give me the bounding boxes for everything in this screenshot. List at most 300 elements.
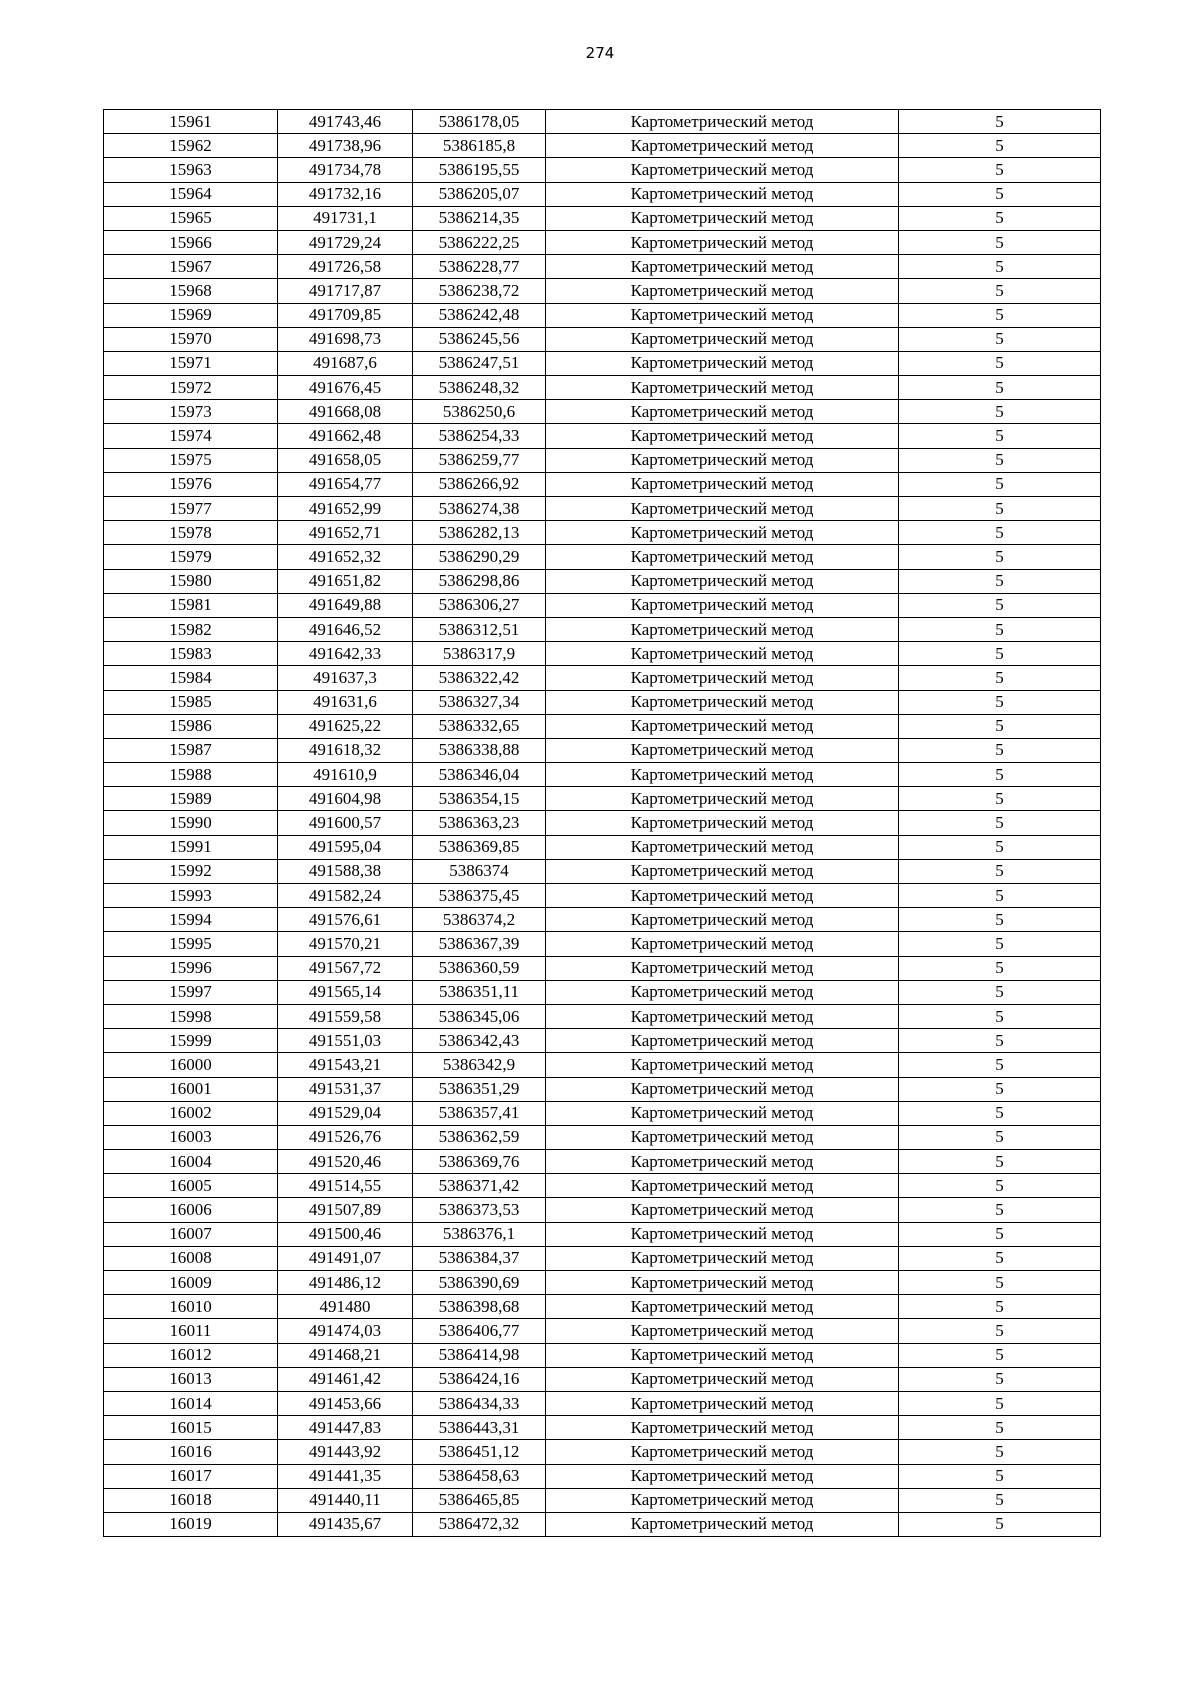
point-number-cell: 15996 [104,956,278,980]
y-coordinate-cell: 5386290,29 [413,545,546,569]
point-number-cell: 16008 [104,1246,278,1270]
table-row [104,472,1101,496]
table-row [104,956,1101,980]
accuracy-cell: 5 [899,569,1101,593]
method-cell: Картометрический метод [546,521,899,545]
method-cell: Картометрический метод [546,1391,899,1415]
point-number-cell: 15986 [104,714,278,738]
y-coordinate-cell: 5386245,56 [413,327,546,351]
x-coordinate-cell: 491631,6 [278,690,413,714]
point-number-cell: 16018 [104,1488,278,1512]
accuracy-cell: 5 [899,279,1101,303]
table-row [104,763,1101,787]
method-cell: Картометрический метод [546,134,899,158]
x-coordinate-cell: 491507,89 [278,1198,413,1222]
point-number-cell: 15995 [104,932,278,956]
method-cell: Картометрический метод [546,497,899,521]
accuracy-cell: 5 [899,956,1101,980]
x-coordinate-cell: 491610,9 [278,763,413,787]
table-row [104,787,1101,811]
y-coordinate-cell: 5386222,25 [413,230,546,254]
method-cell: Картометрический метод [546,835,899,859]
table-row [104,110,1101,134]
y-coordinate-cell: 5386374 [413,859,546,883]
point-number-cell: 15976 [104,472,278,496]
x-coordinate-cell: 491551,03 [278,1029,413,1053]
table-row [104,303,1101,327]
x-coordinate-cell: 491526,76 [278,1125,413,1149]
y-coordinate-cell: 5386360,59 [413,956,546,980]
accuracy-cell: 5 [899,400,1101,424]
method-cell: Картометрический метод [546,884,899,908]
accuracy-cell: 5 [899,835,1101,859]
method-cell: Картометрический метод [546,738,899,762]
point-number-cell: 15973 [104,400,278,424]
point-number-cell: 15990 [104,811,278,835]
x-coordinate-cell: 491698,73 [278,327,413,351]
method-cell: Картометрический метод [546,617,899,641]
method-cell: Картометрический метод [546,206,899,230]
x-coordinate-cell: 491582,24 [278,884,413,908]
point-number-cell: 15994 [104,908,278,932]
accuracy-cell: 5 [899,1367,1101,1391]
point-number-cell: 15969 [104,303,278,327]
method-cell: Картометрический метод [546,642,899,666]
accuracy-cell: 5 [899,303,1101,327]
point-number-cell: 16011 [104,1319,278,1343]
x-coordinate-cell: 491491,07 [278,1246,413,1270]
point-number-cell: 16004 [104,1150,278,1174]
point-number-cell: 16015 [104,1416,278,1440]
table-row [104,1101,1101,1125]
y-coordinate-cell: 5386317,9 [413,642,546,666]
method-cell: Картометрический метод [546,424,899,448]
x-coordinate-cell: 491729,24 [278,230,413,254]
y-coordinate-cell: 5386346,04 [413,763,546,787]
y-coordinate-cell: 5386363,23 [413,811,546,835]
point-number-cell: 15997 [104,980,278,1004]
point-number-cell: 15999 [104,1029,278,1053]
table-row [104,1512,1101,1536]
point-number-cell: 16007 [104,1222,278,1246]
y-coordinate-cell: 5386375,45 [413,884,546,908]
method-cell: Картометрический метод [546,714,899,738]
y-coordinate-cell: 5386465,85 [413,1488,546,1512]
accuracy-cell: 5 [899,351,1101,375]
x-coordinate-cell: 491565,14 [278,980,413,1004]
method-cell: Картометрический метод [546,279,899,303]
table-row [104,714,1101,738]
method-cell: Картометрический метод [546,327,899,351]
accuracy-cell: 5 [899,424,1101,448]
table-row [104,279,1101,303]
method-cell: Картометрический метод [546,1198,899,1222]
method-cell: Картометрический метод [546,472,899,496]
y-coordinate-cell: 5386342,9 [413,1053,546,1077]
method-cell: Картометрический метод [546,569,899,593]
x-coordinate-cell: 491637,3 [278,666,413,690]
table-row [104,738,1101,762]
x-coordinate-cell: 491743,46 [278,110,413,134]
method-cell: Картометрический метод [546,1029,899,1053]
x-coordinate-cell: 491618,32 [278,738,413,762]
y-coordinate-cell: 5386371,42 [413,1174,546,1198]
method-cell: Картометрический метод [546,1053,899,1077]
x-coordinate-cell: 491668,08 [278,400,413,424]
table-row [104,690,1101,714]
x-coordinate-cell: 491654,77 [278,472,413,496]
table-row [104,884,1101,908]
accuracy-cell: 5 [899,1464,1101,1488]
table-body [104,110,1101,1537]
point-number-cell: 15962 [104,134,278,158]
table-row [104,835,1101,859]
y-coordinate-cell: 5386472,32 [413,1512,546,1536]
method-cell: Картометрический метод [546,1004,899,1028]
table-row [104,400,1101,424]
x-coordinate-cell: 491734,78 [278,158,413,182]
point-number-cell: 15987 [104,738,278,762]
method-cell: Картометрический метод [546,763,899,787]
coordinates-table [103,109,1101,1537]
method-cell: Картометрический метод [546,255,899,279]
x-coordinate-cell: 491441,35 [278,1464,413,1488]
point-number-cell: 16005 [104,1174,278,1198]
point-number-cell: 15970 [104,327,278,351]
accuracy-cell: 5 [899,1077,1101,1101]
x-coordinate-cell: 491738,96 [278,134,413,158]
x-coordinate-cell: 491588,38 [278,859,413,883]
method-cell: Картометрический метод [546,182,899,206]
accuracy-cell: 5 [899,666,1101,690]
table-row [104,327,1101,351]
accuracy-cell: 5 [899,980,1101,1004]
table-row [104,569,1101,593]
y-coordinate-cell: 5386247,51 [413,351,546,375]
point-number-cell: 16012 [104,1343,278,1367]
table-row [104,617,1101,641]
accuracy-cell: 5 [899,1488,1101,1512]
y-coordinate-cell: 5386298,86 [413,569,546,593]
x-coordinate-cell: 491651,82 [278,569,413,593]
accuracy-cell: 5 [899,497,1101,521]
x-coordinate-cell: 491447,83 [278,1416,413,1440]
method-cell: Картометрический метод [546,1464,899,1488]
y-coordinate-cell: 5386178,05 [413,110,546,134]
x-coordinate-cell: 491717,87 [278,279,413,303]
table-row [104,1150,1101,1174]
table-row [104,497,1101,521]
accuracy-cell: 5 [899,1295,1101,1319]
point-number-cell: 15974 [104,424,278,448]
x-coordinate-cell: 491595,04 [278,835,413,859]
method-cell: Картометрический метод [546,1416,899,1440]
accuracy-cell: 5 [899,738,1101,762]
y-coordinate-cell: 5386458,63 [413,1464,546,1488]
accuracy-cell: 5 [899,1029,1101,1053]
method-cell: Картометрический метод [546,448,899,472]
accuracy-cell: 5 [899,255,1101,279]
point-number-cell: 15963 [104,158,278,182]
point-number-cell: 15979 [104,545,278,569]
table-row [104,424,1101,448]
accuracy-cell: 5 [899,1125,1101,1149]
y-coordinate-cell: 5386406,77 [413,1319,546,1343]
table-row [104,1053,1101,1077]
table-row [104,811,1101,835]
y-coordinate-cell: 5386228,77 [413,255,546,279]
method-cell: Картометрический метод [546,1174,899,1198]
x-coordinate-cell: 491646,52 [278,617,413,641]
accuracy-cell: 5 [899,1416,1101,1440]
table-row [104,908,1101,932]
x-coordinate-cell: 491676,45 [278,376,413,400]
x-coordinate-cell: 491652,71 [278,521,413,545]
table-row [104,666,1101,690]
x-coordinate-cell: 491687,6 [278,351,413,375]
table-row [104,1391,1101,1415]
y-coordinate-cell: 5386424,16 [413,1367,546,1391]
point-number-cell: 16002 [104,1101,278,1125]
accuracy-cell: 5 [899,859,1101,883]
accuracy-cell: 5 [899,158,1101,182]
point-number-cell: 15992 [104,859,278,883]
y-coordinate-cell: 5386242,48 [413,303,546,327]
accuracy-cell: 5 [899,1101,1101,1125]
x-coordinate-cell: 491652,32 [278,545,413,569]
table-row [104,593,1101,617]
table-row [104,642,1101,666]
point-number-cell: 16014 [104,1391,278,1415]
table-row [104,932,1101,956]
point-number-cell: 16006 [104,1198,278,1222]
accuracy-cell: 5 [899,134,1101,158]
accuracy-cell: 5 [899,593,1101,617]
y-coordinate-cell: 5386342,43 [413,1029,546,1053]
method-cell: Картометрический метод [546,1101,899,1125]
y-coordinate-cell: 5386451,12 [413,1440,546,1464]
y-coordinate-cell: 5386390,69 [413,1271,546,1295]
point-number-cell: 16017 [104,1464,278,1488]
point-number-cell: 15988 [104,763,278,787]
x-coordinate-cell: 491642,33 [278,642,413,666]
method-cell: Картометрический метод [546,1246,899,1270]
point-number-cell: 15961 [104,110,278,134]
y-coordinate-cell: 5386266,92 [413,472,546,496]
x-coordinate-cell: 491576,61 [278,908,413,932]
point-number-cell: 16009 [104,1271,278,1295]
y-coordinate-cell: 5386238,72 [413,279,546,303]
x-coordinate-cell: 491435,67 [278,1512,413,1536]
table-row [104,206,1101,230]
method-cell: Картометрический метод [546,376,899,400]
table-row [104,521,1101,545]
table-row [104,1271,1101,1295]
accuracy-cell: 5 [899,1150,1101,1174]
method-cell: Картометрический метод [546,1512,899,1536]
point-number-cell: 16003 [104,1125,278,1149]
accuracy-cell: 5 [899,1343,1101,1367]
table-row [104,376,1101,400]
method-cell: Картометрический метод [546,1271,899,1295]
x-coordinate-cell: 491709,85 [278,303,413,327]
table-row [104,1464,1101,1488]
accuracy-cell: 5 [899,811,1101,835]
y-coordinate-cell: 5386254,33 [413,424,546,448]
y-coordinate-cell: 5386369,85 [413,835,546,859]
method-cell: Картометрический метод [546,980,899,1004]
x-coordinate-cell: 491726,58 [278,255,413,279]
point-number-cell: 15967 [104,255,278,279]
method-cell: Картометрический метод [546,666,899,690]
x-coordinate-cell: 491543,21 [278,1053,413,1077]
page-number: 274 [585,44,615,62]
table-row [104,134,1101,158]
x-coordinate-cell: 491529,04 [278,1101,413,1125]
accuracy-cell: 5 [899,908,1101,932]
x-coordinate-cell: 491604,98 [278,787,413,811]
y-coordinate-cell: 5386322,42 [413,666,546,690]
y-coordinate-cell: 5386338,88 [413,738,546,762]
accuracy-cell: 5 [899,617,1101,641]
accuracy-cell: 5 [899,1053,1101,1077]
accuracy-cell: 5 [899,1512,1101,1536]
accuracy-cell: 5 [899,327,1101,351]
accuracy-cell: 5 [899,642,1101,666]
table-row [104,1440,1101,1464]
point-number-cell: 15989 [104,787,278,811]
y-coordinate-cell: 5386351,11 [413,980,546,1004]
point-number-cell: 15975 [104,448,278,472]
method-cell: Картометрический метод [546,303,899,327]
x-coordinate-cell: 491658,05 [278,448,413,472]
method-cell: Картометрический метод [546,545,899,569]
point-number-cell: 15991 [104,835,278,859]
y-coordinate-cell: 5386398,68 [413,1295,546,1319]
x-coordinate-cell: 491453,66 [278,1391,413,1415]
method-cell: Картометрический метод [546,400,899,424]
y-coordinate-cell: 5386362,59 [413,1125,546,1149]
point-number-cell: 15998 [104,1004,278,1028]
point-number-cell: 15968 [104,279,278,303]
x-coordinate-cell: 491570,21 [278,932,413,956]
accuracy-cell: 5 [899,1391,1101,1415]
table-row [104,1488,1101,1512]
method-cell: Картометрический метод [546,932,899,956]
method-cell: Картометрический метод [546,351,899,375]
table-row [104,1077,1101,1101]
y-coordinate-cell: 5386274,38 [413,497,546,521]
table-row [104,859,1101,883]
y-coordinate-cell: 5386354,15 [413,787,546,811]
point-number-cell: 16010 [104,1295,278,1319]
method-cell: Картометрический метод [546,110,899,134]
x-coordinate-cell: 491440,11 [278,1488,413,1512]
y-coordinate-cell: 5386205,07 [413,182,546,206]
y-coordinate-cell: 5386312,51 [413,617,546,641]
point-number-cell: 16000 [104,1053,278,1077]
table-row [104,158,1101,182]
table-row [104,1198,1101,1222]
x-coordinate-cell: 491520,46 [278,1150,413,1174]
table-row [104,1367,1101,1391]
table-row [104,448,1101,472]
table-row [104,1174,1101,1198]
y-coordinate-cell: 5386306,27 [413,593,546,617]
table-row [104,1246,1101,1270]
accuracy-cell: 5 [899,448,1101,472]
y-coordinate-cell: 5386250,6 [413,400,546,424]
method-cell: Картометрический метод [546,1343,899,1367]
table-row [104,1319,1101,1343]
y-coordinate-cell: 5386214,35 [413,206,546,230]
y-coordinate-cell: 5386195,55 [413,158,546,182]
y-coordinate-cell: 5386185,8 [413,134,546,158]
accuracy-cell: 5 [899,545,1101,569]
accuracy-cell: 5 [899,376,1101,400]
method-cell: Картометрический метод [546,230,899,254]
point-number-cell: 15984 [104,666,278,690]
table-row [104,1029,1101,1053]
x-coordinate-cell: 491461,42 [278,1367,413,1391]
point-number-cell: 16013 [104,1367,278,1391]
x-coordinate-cell: 491600,57 [278,811,413,835]
y-coordinate-cell: 5386259,77 [413,448,546,472]
accuracy-cell: 5 [899,690,1101,714]
method-cell: Картометрический метод [546,859,899,883]
x-coordinate-cell: 491625,22 [278,714,413,738]
y-coordinate-cell: 5386332,65 [413,714,546,738]
accuracy-cell: 5 [899,182,1101,206]
table-row [104,1222,1101,1246]
accuracy-cell: 5 [899,1174,1101,1198]
x-coordinate-cell: 491732,16 [278,182,413,206]
y-coordinate-cell: 5386248,32 [413,376,546,400]
method-cell: Картометрический метод [546,1222,899,1246]
table-row [104,255,1101,279]
method-cell: Картометрический метод [546,811,899,835]
accuracy-cell: 5 [899,230,1101,254]
method-cell: Картометрический метод [546,1295,899,1319]
method-cell: Картометрический метод [546,1150,899,1174]
method-cell: Картометрический метод [546,1077,899,1101]
table-row [104,351,1101,375]
x-coordinate-cell: 491514,55 [278,1174,413,1198]
table-row [104,182,1101,206]
method-cell: Картометрический метод [546,593,899,617]
table-row [104,1343,1101,1367]
method-cell: Картометрический метод [546,1125,899,1149]
x-coordinate-cell: 491480 [278,1295,413,1319]
accuracy-cell: 5 [899,1271,1101,1295]
y-coordinate-cell: 5386282,13 [413,521,546,545]
y-coordinate-cell: 5386357,41 [413,1101,546,1125]
accuracy-cell: 5 [899,763,1101,787]
y-coordinate-cell: 5386367,39 [413,932,546,956]
table-row [104,1125,1101,1149]
accuracy-cell: 5 [899,884,1101,908]
accuracy-cell: 5 [899,714,1101,738]
x-coordinate-cell: 491652,99 [278,497,413,521]
x-coordinate-cell: 491443,92 [278,1440,413,1464]
method-cell: Картометрический метод [546,690,899,714]
point-number-cell: 15971 [104,351,278,375]
table-row [104,230,1101,254]
point-number-cell: 15977 [104,497,278,521]
point-number-cell: 16019 [104,1512,278,1536]
method-cell: Картометрический метод [546,1488,899,1512]
accuracy-cell: 5 [899,472,1101,496]
